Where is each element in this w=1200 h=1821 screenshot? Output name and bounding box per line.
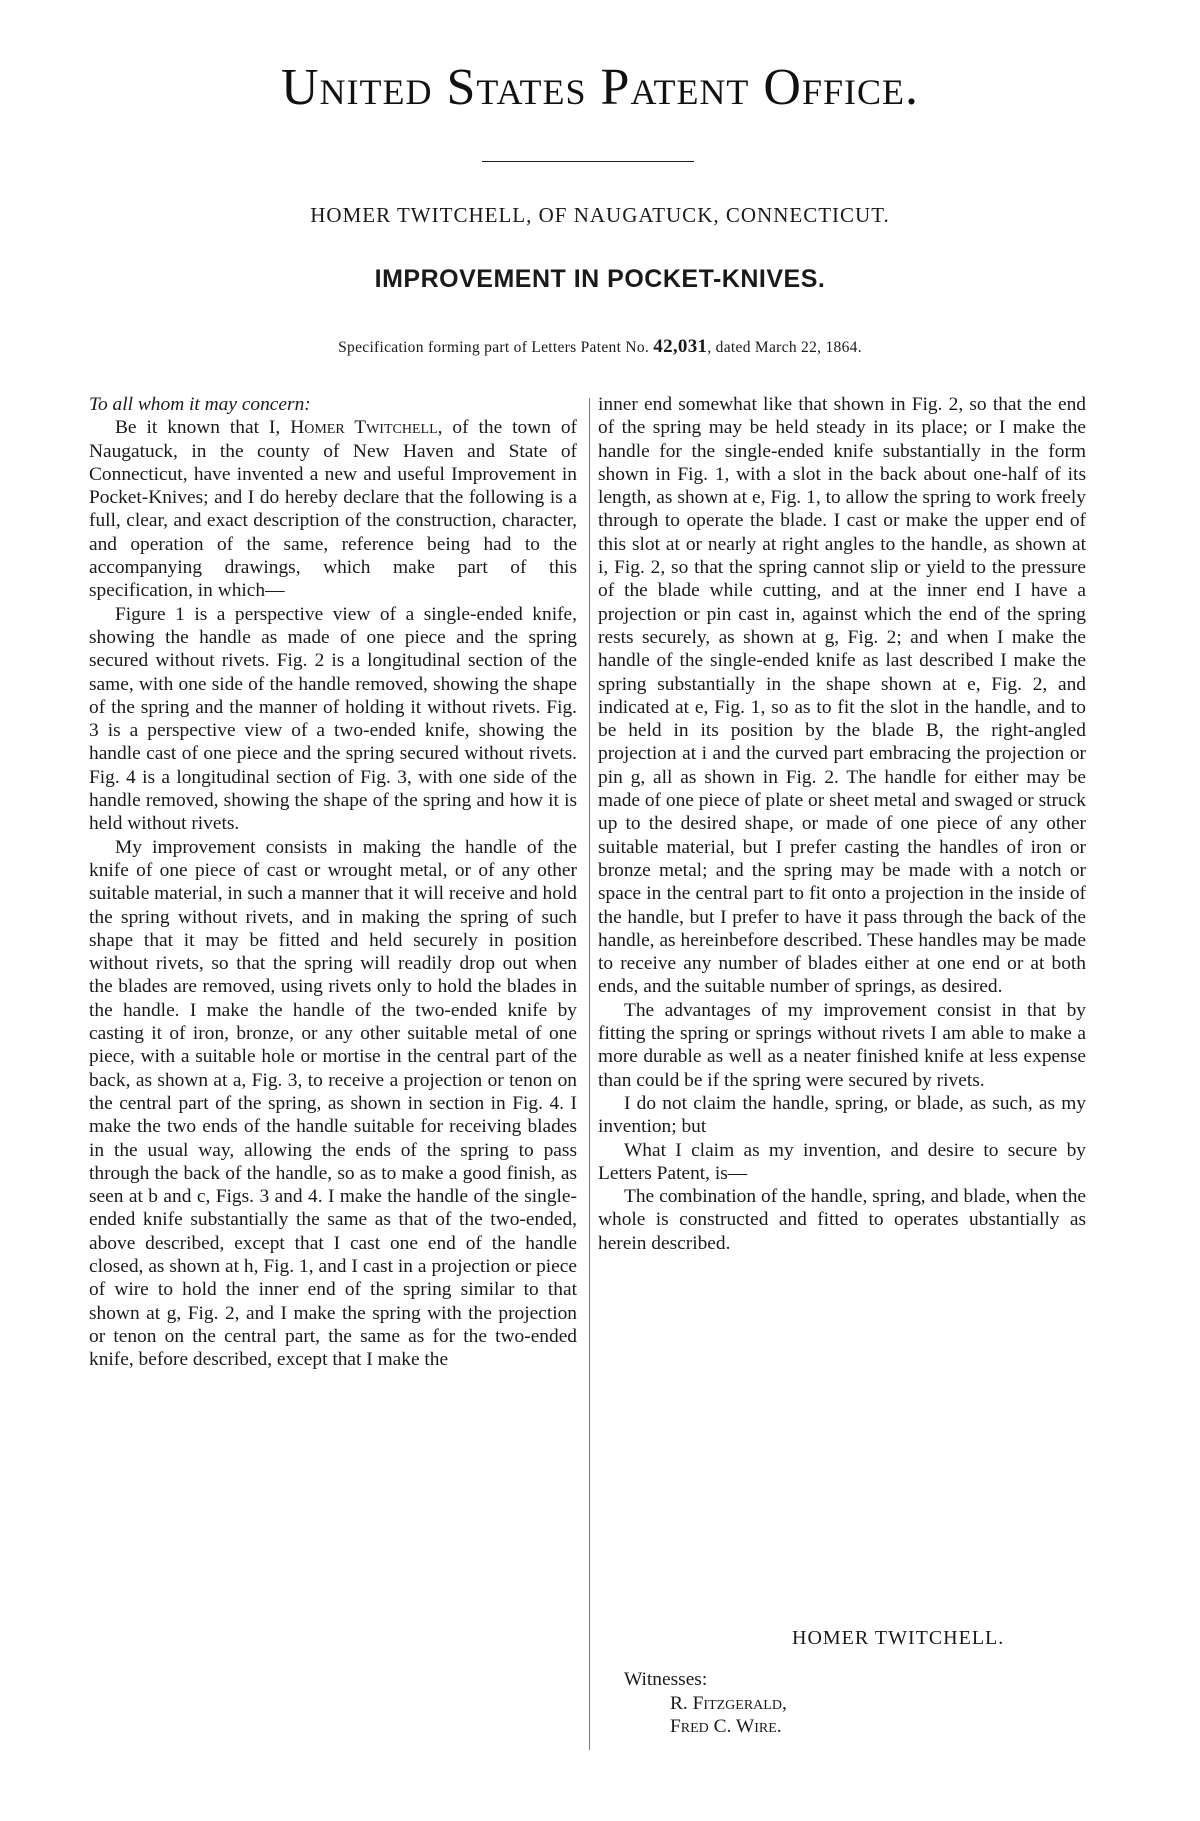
paragraph-claim-intro: What I claim as my invention, and desire to secure by Letters Patent, is—: [598, 1139, 1086, 1184]
inventor-name: Homer Twitchell: [290, 417, 438, 439]
intro-rest: , of the town of Naugatuck, in the county of New Haven and State of Connecticut, have invented a new and useful Improvement in Pocket-Knives; and I do hereby declare that the following is a full, clear, and exact description of the construction, character, and operation of the same, reference being had to the accompanying drawings, which make part of this specification, in which—: [89, 417, 578, 602]
left-column: [89, 393, 577, 1371]
witness-name: R. Fitzgerald,: [670, 1692, 787, 1714]
paragraph-advantages: The advantages of my improvement consist in that by fitting the spring or springs without rivets I am able to make a more durable as well as a neater finished knife at less expense than could be if the spring were secured by rivets.: [598, 999, 1086, 1091]
intro-start: Be it known that I,: [115, 417, 281, 439]
paragraph-figures: Figure 1 is a perspective view of a single-ended knife, showing the handle as made of one piece and the spring secured without rivets. Fig. 2 is a longitudinal section of the same, with one side of the handle removed, showing the shape of the spring and the manner of holding it without rivets. Fig. 3 is a perspective view of a two-ended knife, showing the handle cast of one piece and the spring secured without rivets. Fig. 4 is a longitudinal section of Fig. 3, with one side of the handle removed, showing the shape of the spring and how it is held without rivets.: [89, 603, 577, 835]
inventor-line: HOMER TWITCHELL, OF NAUGATUCK, CONNECTICUT.: [310, 203, 890, 227]
patent-subject: IMPROVEMENT IN POCKET-KNIVES.: [374, 265, 826, 293]
paragraph-disclaimer: I do not claim the handle, spring, or blade, as such, as my invention; but: [598, 1092, 1086, 1138]
right-column: [598, 393, 1086, 1255]
heading-rule: [482, 161, 694, 162]
paragraph-intro: [89, 416, 577, 602]
patent-number: 42,031: [653, 336, 708, 357]
spec-suffix: , dated March 22, 1864.: [707, 339, 862, 356]
spec-prefix: Specification forming part of Letters Patent No.: [338, 339, 650, 356]
salutation: To all whom it may concern:: [89, 394, 311, 415]
paragraph-improvement: My improvement consists in making the handle of the knife of one piece of cast or wrought metal, or of any other suitable material, in such a manner that it will receive and hold the spring without rivets, and in making the spring of such shape that it may be fitted and held securely in position without rivets, so that the spring will readily drop out when the blades are removed, using rivets only to hold the blades in the handle. I make the handle of the two-ended knife by casting it of iron, bronze, or any other suitable metal of one piece, with a suitable hole or mortise in the central part of the back, as shown at a, Fig. 3, to receive a projection or tenon on the central part of the spring, as shown in section in Fig. 4. I make the two ends of the handle suitable for receiving blades in the usual way, allowing the ends of the spring to pass through the back of the handle, so as to make a good finish, as seen at b and c, Figs. 3 and 4. I make the handle of the single-ended knife substantially the same as that of the two-ended, above described, except that I cast one end of the handle closed, as shown at h, Fig. 1, and I cast in a projection or piece of wire to hold the inner end of the spring similar to that shown at g, Fig. 2, and I make the spring with the projection or tenon on the central part, the same as for the two-ended knife, before described, except that I make the: [89, 836, 577, 1371]
witnesses-label: Witnesses:: [624, 1669, 708, 1690]
paragraph-improvement-continued: inner end somewhat like that shown in Fig. 2, so that the end of the spring may be held steady in its place; or I make the handle for the single-ended knife substantially in the form shown in Fig. 1, with a slot in the back about one-half of its length, as shown at e, Fig. 1, to allow the spring to work freely through to operate the blade. I cast or make the upper end of this slot at or nearly at right angles to the handle, as shown at i, Fig. 2, so that the spring cannot slip or yield to the pressure of the blade while cutting, and at the inner end I have a projection or pin cast in, against which the end of the spring rests securely, as shown at g, Fig. 2; and when I make the handle of the single-ended knife as last described I make the spring substantially in the shape shown at e, Fig. 2, and indicated at e, Fig. 1, so as to fit the slot in the handle, and to be held in its position by the blade B, the right-angled projection at i and the curved part embracing the projection or pin g, all as shown in Fig. 2. The handle for either may be made of one piece of plate or sheet metal and swaged or struck up to the desired shape, or made of one piece of any other suitable material, but I prefer casting the handles of iron or bronze metal; and the spring may be made with a notch or space in the central part to fit onto a projection in the inside of the handle, but I prefer to have it pass through the back of the handle, as hereinbefore described. These handles may be made to receive any number of blades either at one end or at both ends, and the suitable number of springs, as desired.: [598, 394, 1086, 998]
office-heading: United States Patent Office.: [280, 59, 920, 116]
paragraph-claim: The combination of the handle, spring, and blade, when the whole is constructed and fitted to operates ubstantially as herein described.: [598, 1186, 1086, 1254]
inventor-signature: HOMER TWITCHELL.: [792, 1627, 1005, 1649]
witnesses-block: [624, 1668, 787, 1739]
witness-name: Fred C. Wire.: [670, 1716, 782, 1737]
specification-line: [0, 336, 1200, 358]
column-divider: [589, 398, 590, 1750]
